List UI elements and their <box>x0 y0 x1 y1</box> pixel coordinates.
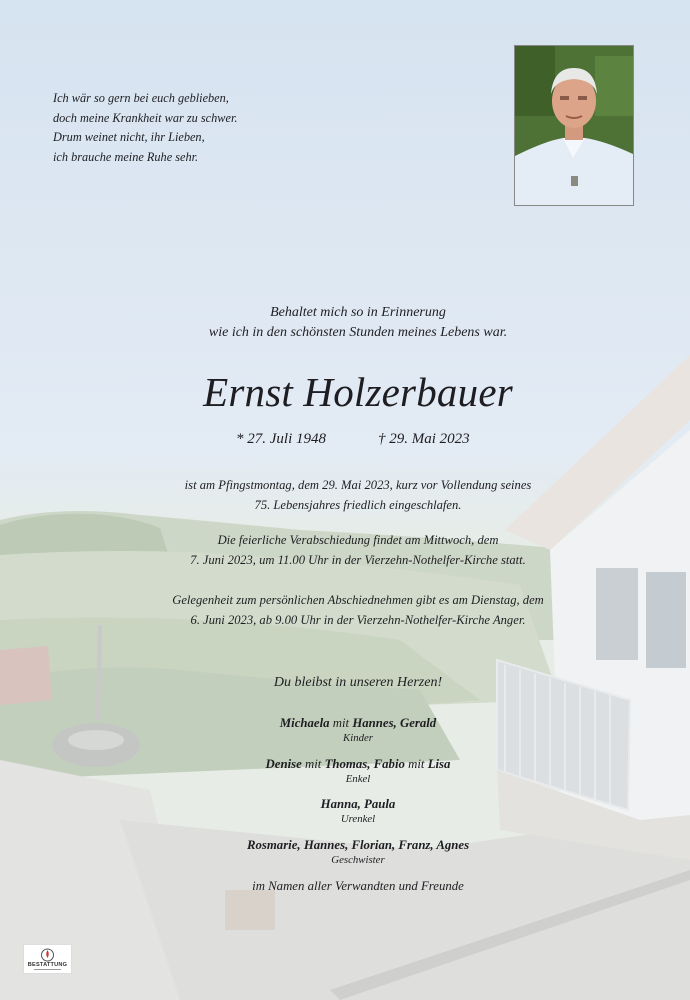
mourners-siblings <box>0 837 690 867</box>
funeral-home-logo <box>23 944 72 974</box>
mourner-names: Michaela <box>279 716 330 730</box>
text-line: Gelegenheit zum persönlichen Abschiednehmen gibt es am Dienstag, dem <box>172 593 544 607</box>
poem-line: doch meine Krankheit war zu schwer. <box>53 110 238 125</box>
death-notice <box>0 475 690 515</box>
mourner-names: Rosmarie, Hannes, Florian, Franz, Agnes <box>246 838 470 852</box>
quote-line: Behaltet mich so in Erinnerung <box>270 305 446 320</box>
connector: mit <box>408 757 425 771</box>
relation-label: Geschwister <box>331 854 385 866</box>
mourner-names: Hannes, Gerald <box>352 716 437 730</box>
logo-text: BESTATTUNG <box>27 962 68 968</box>
mourner-names: Thomas, Fabio <box>324 757 405 771</box>
life-dates <box>0 431 690 453</box>
connector: mit <box>305 757 322 771</box>
deceased-name: Ernst Holzerbauer <box>203 369 513 415</box>
motto: Du bleibst in unseren Herzen! <box>273 675 443 690</box>
text-line: Die feierliche Verabschiedung findet am Mittwoch, dem <box>217 533 499 547</box>
connector: mit <box>332 716 350 730</box>
birth-date: * 27. Juli 1948 <box>236 431 326 447</box>
mourners-children <box>0 715 690 745</box>
text-line: 7. Juni 2023, um 11.00 Uhr in der Vierzehn-Nothelfer-Kirche statt. <box>190 553 526 567</box>
poem-line: ich brauche meine Ruhe sehr. <box>53 149 199 164</box>
mourners-greatgrandchildren <box>0 796 690 826</box>
death-date: † 29. Mai 2023 <box>378 431 470 447</box>
quote-line: wie ich in den schönsten Stunden meines Lebens war. <box>208 325 508 340</box>
text-line: ist am Pfingstmontag, dem 29. Mai 2023, kurz vor Vollendung seines <box>184 478 532 492</box>
poem-line: Drum weinet nicht, ihr Lieben, <box>53 130 205 144</box>
ceremony-notice <box>0 530 690 570</box>
mourners-grandchildren <box>0 756 690 786</box>
memorial-quote <box>0 303 690 343</box>
poem-line: Ich wär so gern bei euch geblieben, <box>53 91 229 105</box>
flame-icon <box>24 946 71 962</box>
mourner-names: Hanna, Paula <box>320 797 396 811</box>
portrait-photo <box>514 45 634 206</box>
relation-label: Urenkel <box>340 813 376 825</box>
text-line: 75. Lebensjahres friedlich eingeschlafen. <box>254 498 462 512</box>
farewell-notice <box>0 590 690 630</box>
poem <box>53 89 313 167</box>
closing-line: im Namen aller Verwandten und Freunde <box>252 879 464 893</box>
mourner-names: Denise <box>265 757 302 771</box>
relation-label: Kinder <box>343 732 373 744</box>
relation-label: Enkel <box>345 773 371 785</box>
mourner-names: Lisa <box>427 757 451 771</box>
text-line: 6. Juni 2023, ab 9.00 Uhr in der Vierzehn-Nothelfer-Kirche Anger. <box>190 613 526 627</box>
